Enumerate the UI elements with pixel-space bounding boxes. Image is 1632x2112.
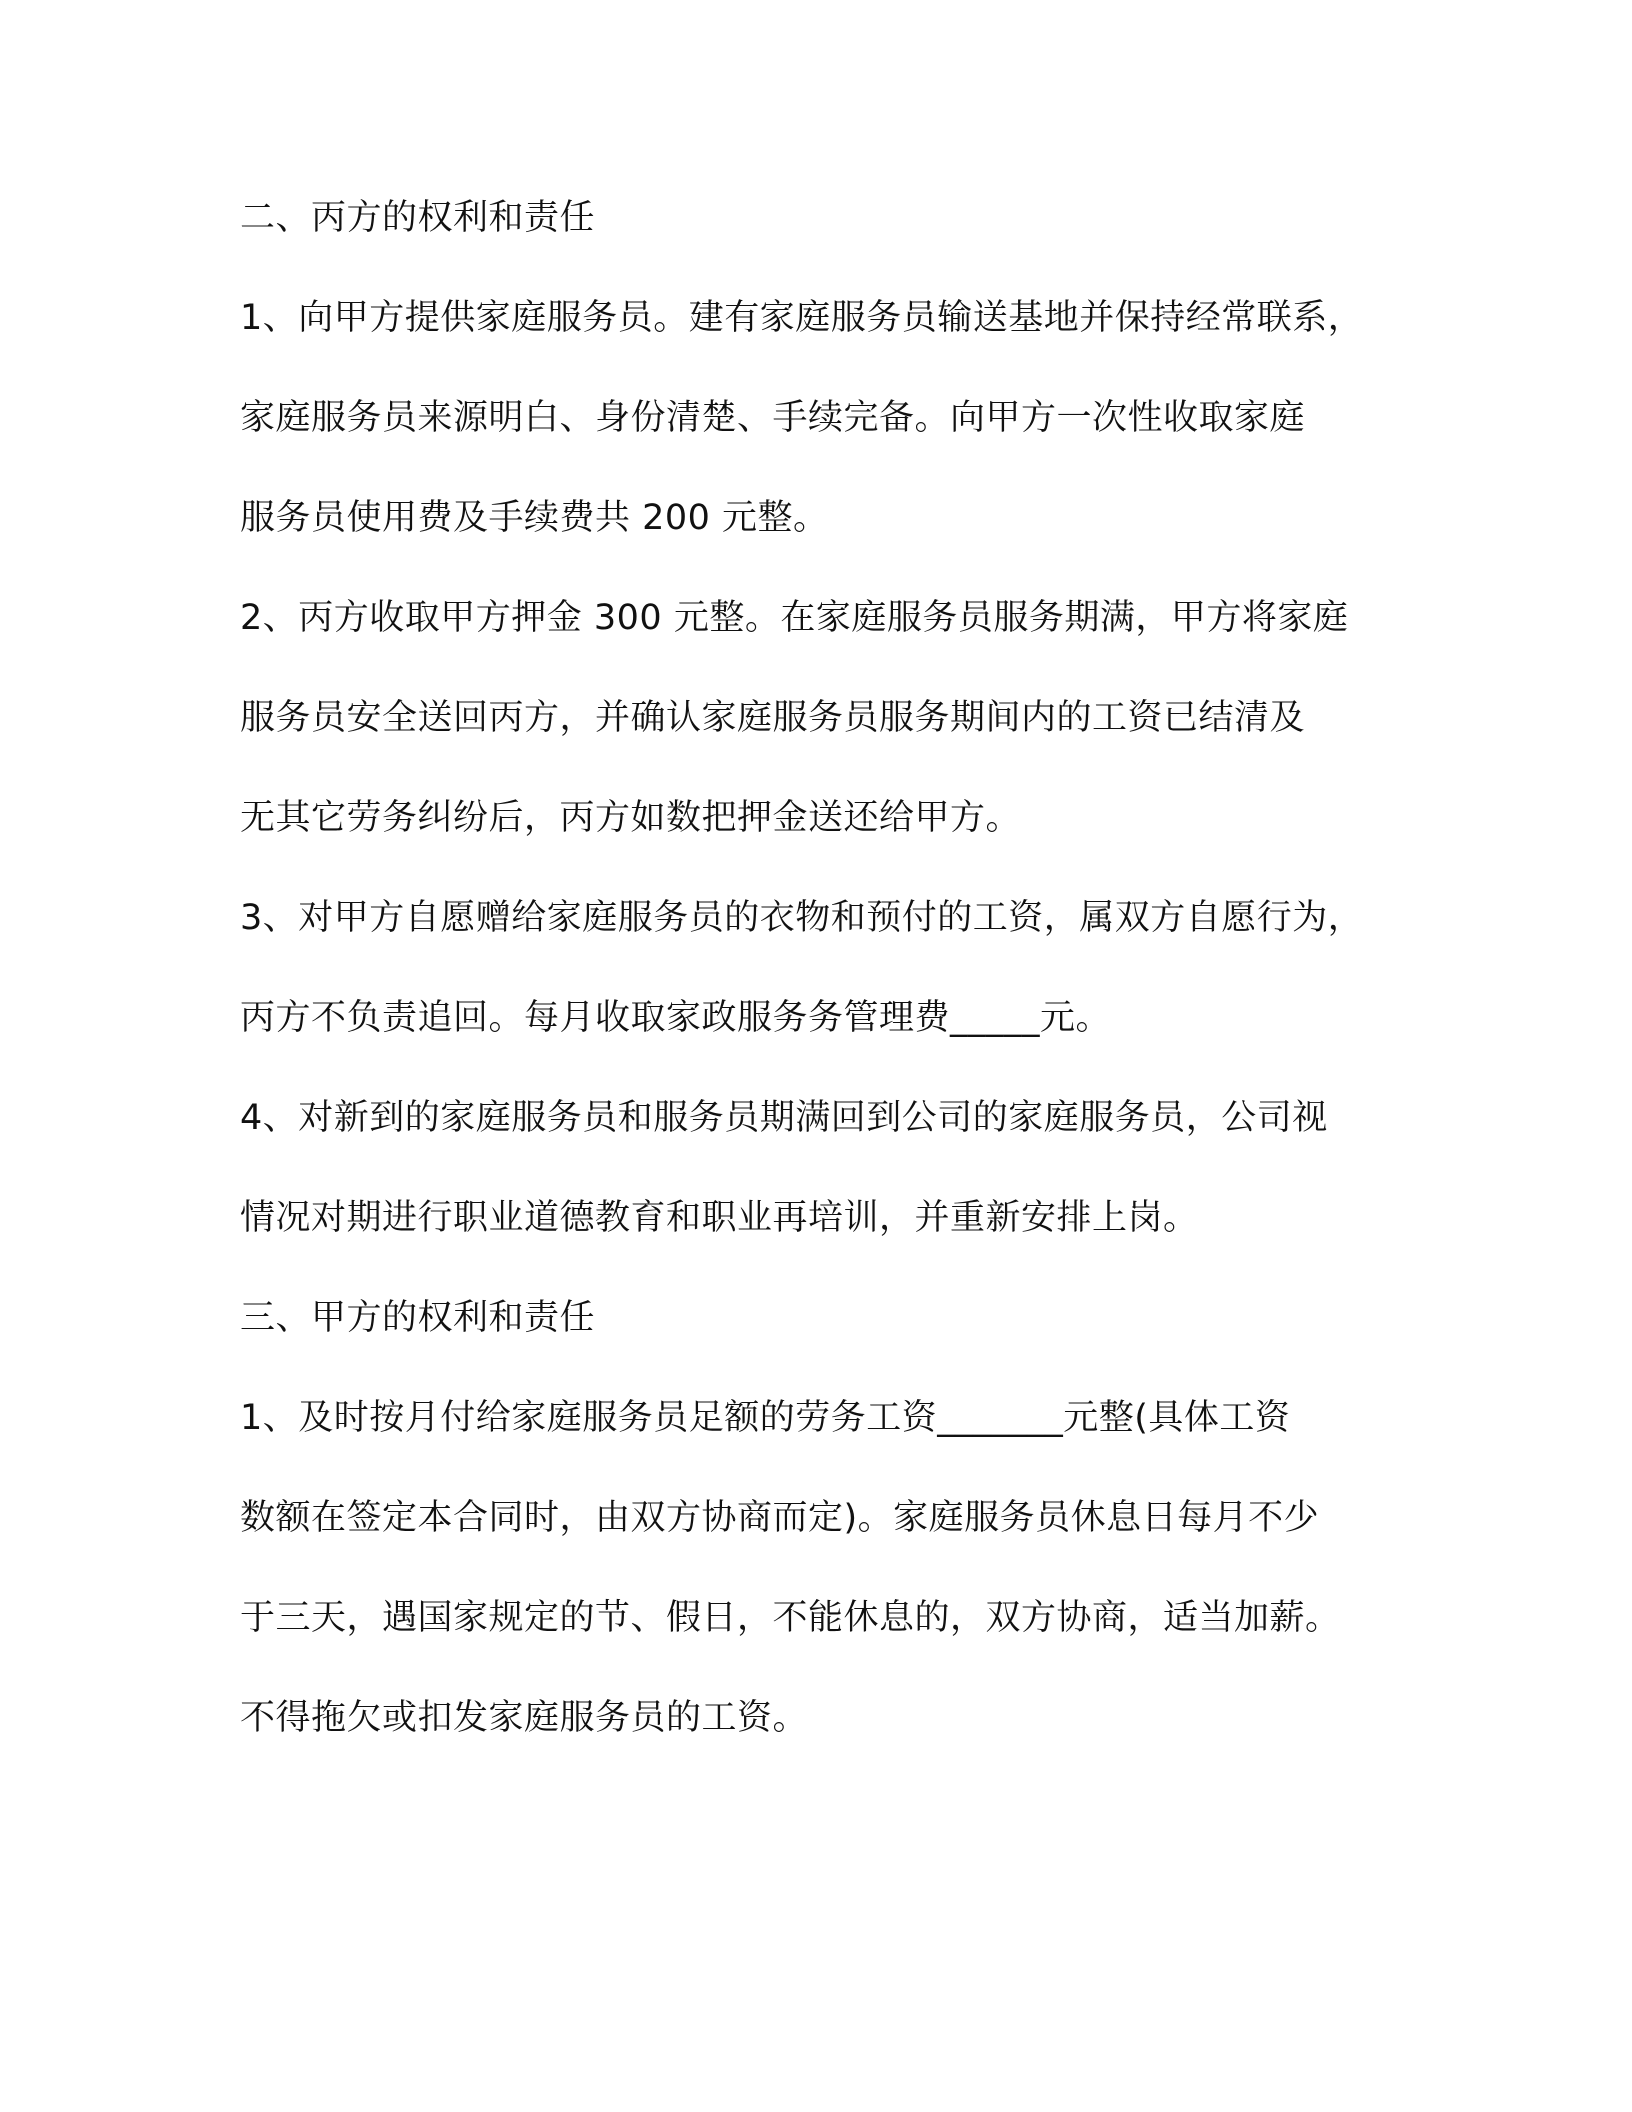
section-heading-party-c: 二、丙方的权利和责任 [240, 198, 596, 238]
text-line: 1、及时按月付给家庭服务员足额的劳务工资_______元整(具体工资 [240, 1398, 1291, 1438]
text-line: 于三天，遇国家规定的节、假日，不能休息的，双方协商，适当加薪。 [240, 1598, 1341, 1638]
text-line: 数额在签定本合同时，由双方协商而定)。家庭服务员休息日每月不少 [240, 1498, 1320, 1538]
text-line: 2、丙方收取甲方押金 300 元整。在家庭服务员服务期满，甲方将家庭 [240, 598, 1349, 638]
text-line: 情况对期进行职业道德教育和职业再培训，并重新安排上岗。 [240, 1198, 1199, 1238]
text-line: 丙方不负责追回。每月收取家政服务务管理费_____元。 [240, 998, 1112, 1038]
text-line: 1、向甲方提供家庭服务员。建有家庭服务员输送基地并保持经常联系， [240, 298, 1364, 338]
text-line: 4、对新到的家庭服务员和服务员期满回到公司的家庭服务员，公司视 [240, 1098, 1328, 1138]
text-line: 服务员使用费及手续费共 200 元整。 [240, 498, 829, 538]
text-line: 无其它劳务纠纷后，丙方如数把押金送还给甲方。 [240, 798, 1022, 838]
text-line: 3、对甲方自愿赠给家庭服务员的衣物和预付的工资，属双方自愿行为， [240, 898, 1364, 938]
text-line: 家庭服务员来源明白、身份清楚、手续完备。向甲方一次性收取家庭 [240, 398, 1306, 438]
text-line: 不得拖欠或扣发家庭服务员的工资。 [240, 1698, 809, 1738]
section-heading-party-a: 三、甲方的权利和责任 [240, 1298, 596, 1338]
text-line: 服务员安全送回丙方，并确认家庭服务员服务期间内的工资已结清及 [240, 698, 1306, 738]
